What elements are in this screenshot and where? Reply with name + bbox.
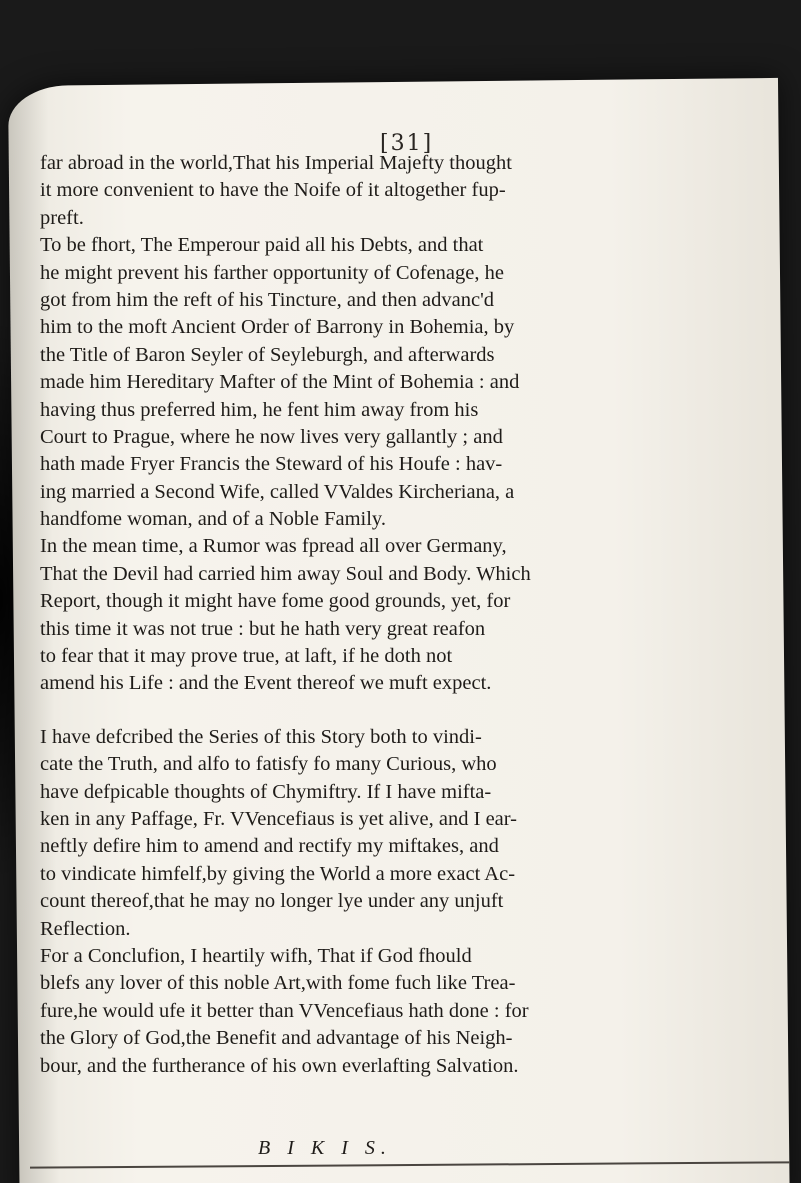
text-line: To be fhort, The Emperour paid all his Debts, and that [40,234,484,257]
text-line: amend his Life : and the Event thereof we muft expect. [40,672,492,695]
text-line: the Title of Baron Seyler of Seyleburgh, and afterwards [40,343,495,366]
text-line: bour, and the furtherance of his own everlafting Salvation. [40,1054,519,1077]
text-line: handfome woman, and of a Noble Family. [40,508,386,531]
text-line: the Glory of God,the Benefit and advantage of his Neigh- [40,1027,513,1050]
text-line: In the mean time, a Rumor was fpread all over Germany, [40,535,507,558]
text-line: Report, though it might have fome good grounds, yet, for [40,590,511,613]
text-line: ing married a Second Wife, called VValdes Kircheriana, a [40,480,515,503]
text-line: to fear that it may prove true, at laft, if he doth not [40,645,453,668]
signature-mark: B I K I S. [258,1137,392,1159]
text-line: Court to Prague, where he now lives very gallantly ; and [40,425,503,448]
page-text [40,150,740,1080]
text-line: far abroad in the world,That his Imperial Majefty thought [40,152,512,174]
text-line: cate the Truth, and alfo to fatisfy fo many Curious, who [40,753,497,776]
text-line: I have defcribed the Series of this Story both to vindi- [40,725,482,748]
text-line: hath made Fryer Francis the Steward of his Houfe : hav- [40,453,503,476]
text-line: That the Devil had carried him away Soul and Body. Which [40,562,531,585]
text-line: to vindicate himfelf,by giving the World a more exact Ac- [40,862,516,885]
text-line: blefs any lover of this noble Art,with fome fuch like Trea- [40,972,516,995]
text-line: got from him the reft of his Tincture, and then advanc'd [40,288,495,311]
text-line: preft. [40,206,84,229]
page-number: [31] [380,131,434,156]
paragraph-gap [40,698,740,724]
text-line: this time it was not true : but he hath very great reafon [40,617,486,640]
text-line: count thereof,that he may no longer lye under any unjuft [40,890,504,913]
text-line: have defpicable thoughts of Chymiftry. If I have mifta- [40,780,492,803]
text-line: he might prevent his farther opportunity of Cofenage, he [40,261,504,284]
text-line: fure,he would ufe it better than VVencefiaus hath done : for [40,999,529,1022]
text-line: having thus preferred him, he fent him away from his [40,398,479,421]
text-line: ken in any Paffage, Fr. VVencefiaus is yet alive, and I ear- [40,807,518,830]
text-line: For a Conclufion, I heartily wifh, That if God fhould [40,944,472,967]
text-line: Reflection. [40,917,131,940]
text-line: it more convenient to have the Noife of it altogether fup- [40,179,506,202]
text-line: him to the moft Ancient Order of Barrony in Bohemia, by [40,316,515,339]
text-line: neftly defire him to amend and rectify my miftakes, and [40,835,499,858]
text-line: made him Hereditary Mafter of the Mint of Bohemia : and [40,371,520,394]
